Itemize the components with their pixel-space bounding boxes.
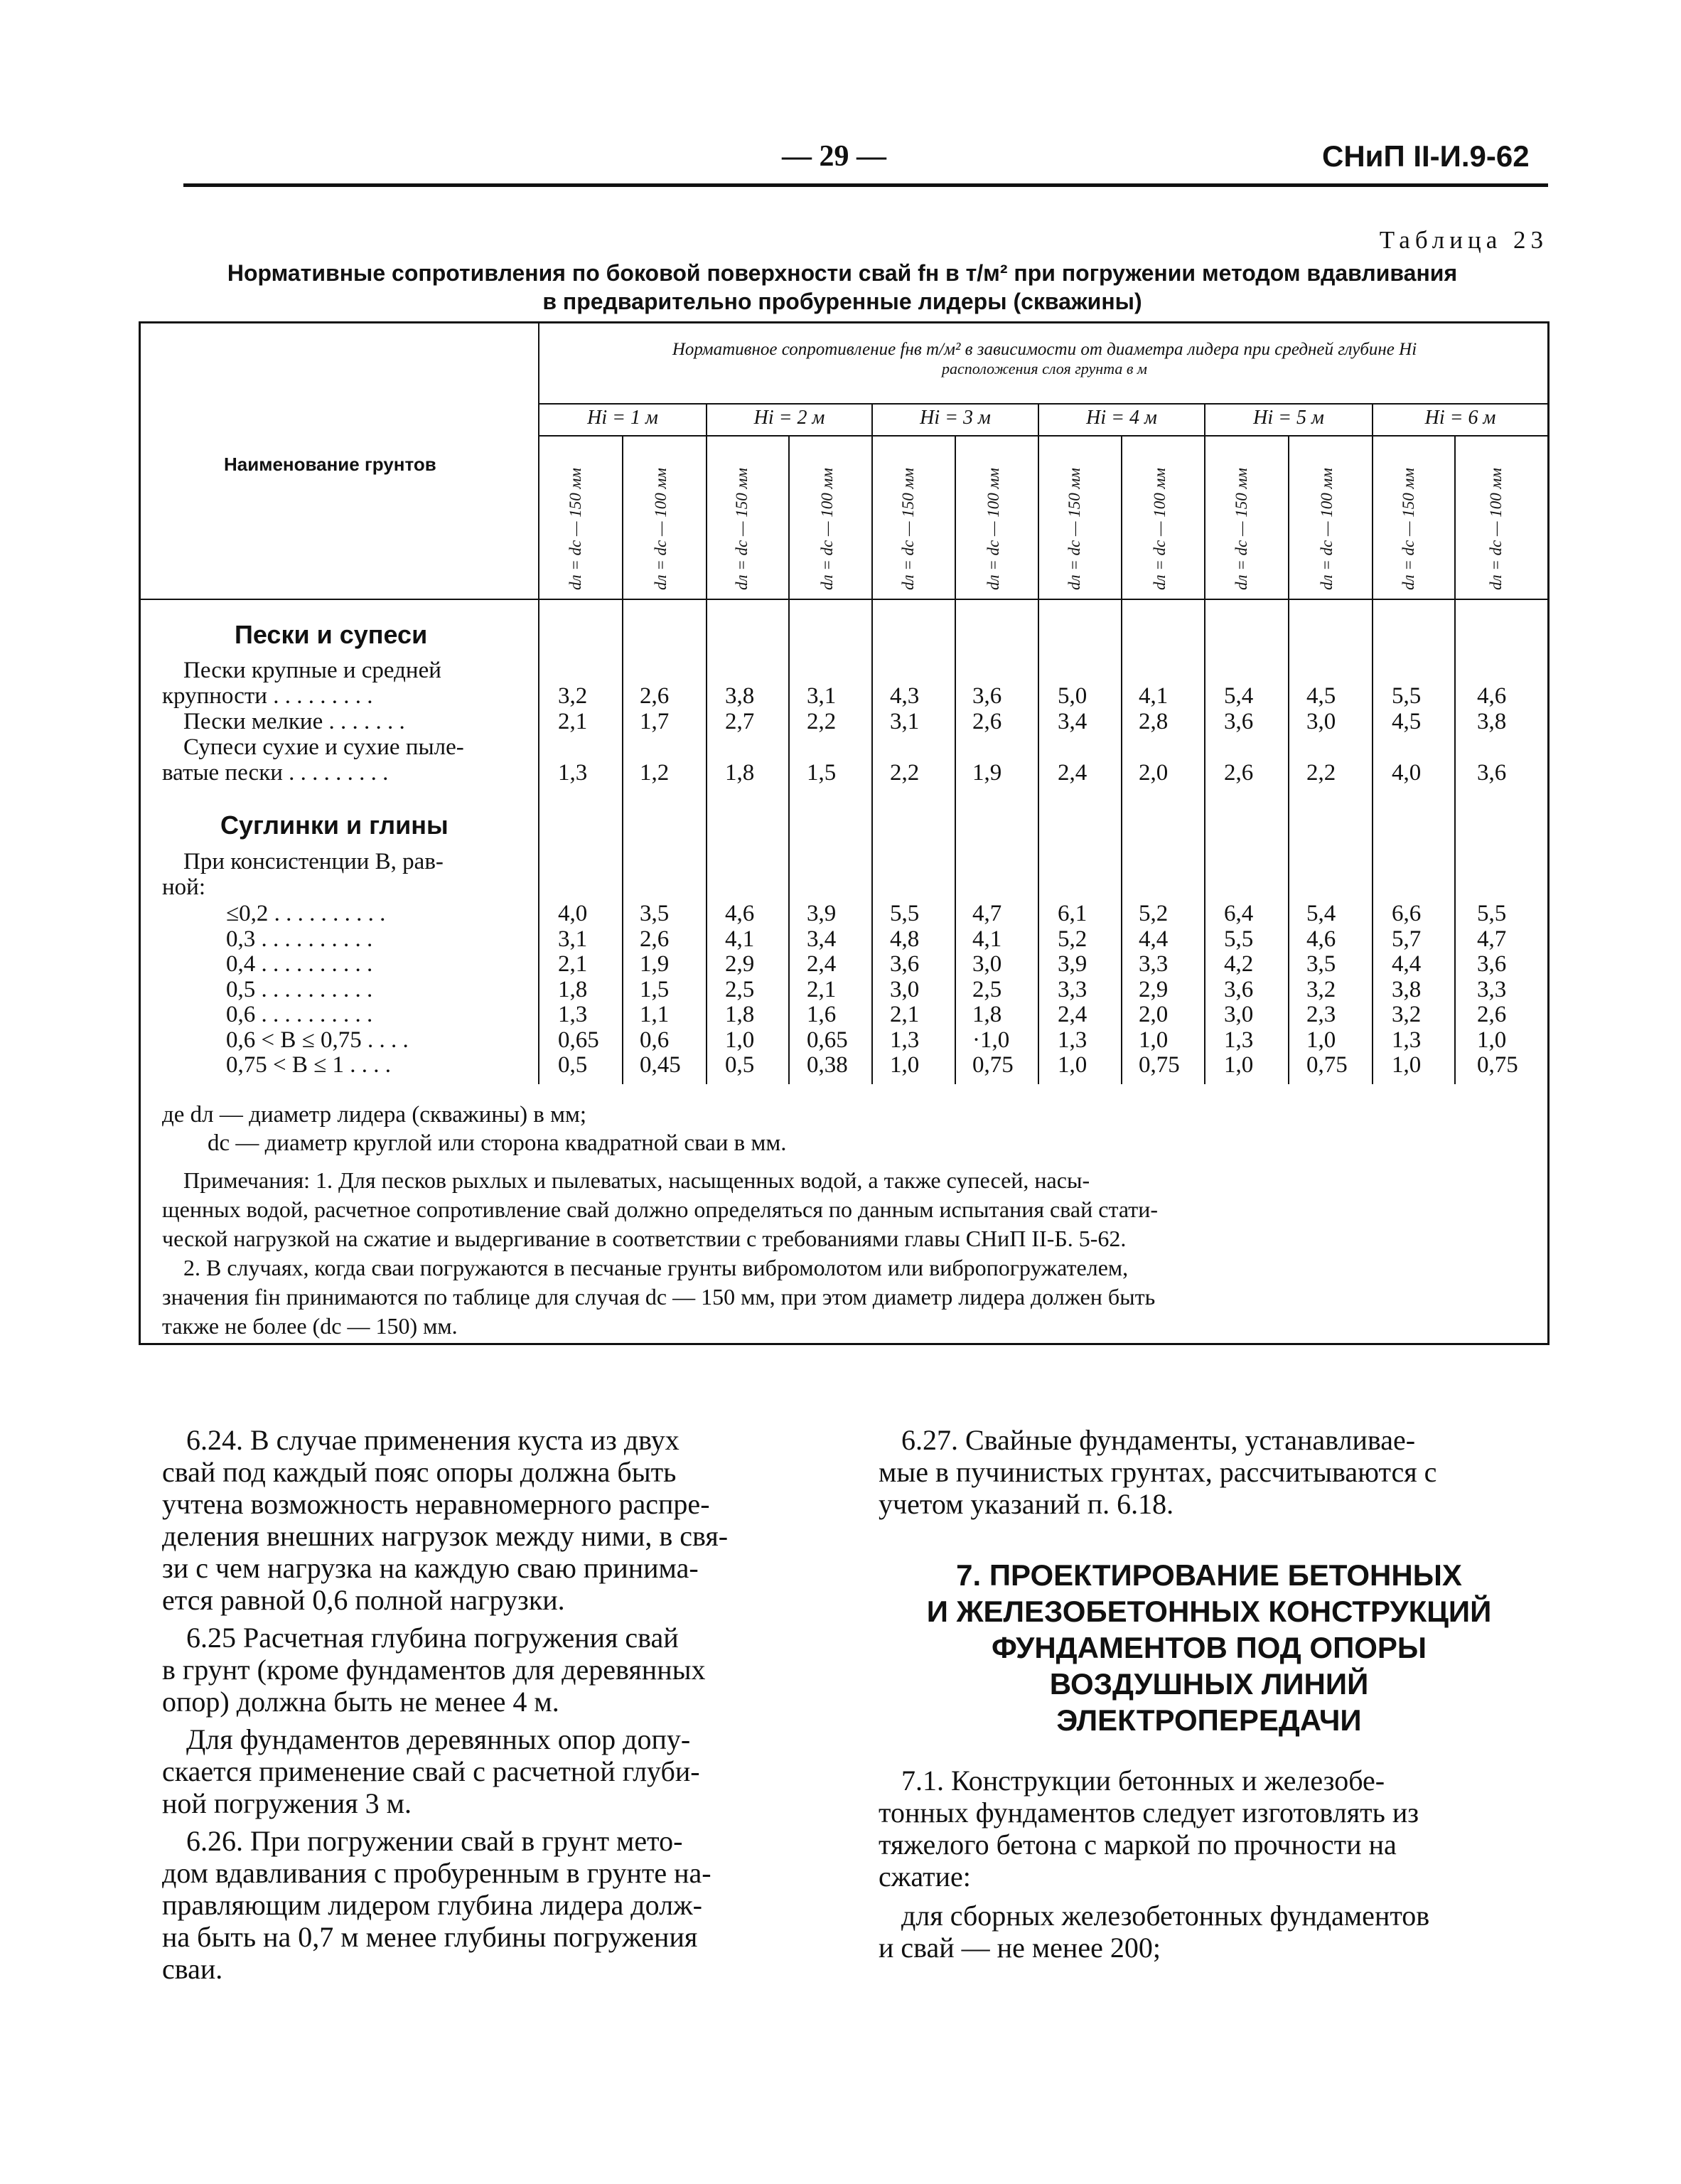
value-cell: 4,7: [972, 901, 1002, 926]
consistency-label: 0,6 . . . . . . . . . .: [226, 1002, 373, 1027]
value-cell: 1,8: [725, 1002, 755, 1027]
row-name: Пески мелкие . . . . . . .: [183, 709, 405, 734]
body-line: опор) должна быть не менее 4 м.: [162, 1686, 559, 1718]
group-divider-4: [1204, 403, 1205, 1084]
main-header-line1: Нормативное сопротивление fнв т/м² в зависимости от диаметра лидера при средней глубине Hi: [672, 340, 1417, 359]
value-cell: 1,8: [558, 976, 588, 1002]
sub-divider-2: [788, 435, 790, 1084]
value-cell: 4,7: [1477, 926, 1507, 952]
value-cell: 0,75: [1477, 1052, 1518, 1078]
subhdr-150-5: dл = dс — 150 мм: [1232, 468, 1250, 590]
value-cell: 1,2: [640, 760, 670, 786]
value-cell: 1,5: [807, 760, 837, 786]
value-cell: 2,7: [725, 709, 755, 734]
group-divider-3: [1038, 403, 1039, 1084]
value-cell: 2,0: [1139, 1002, 1169, 1027]
subhdr-150-6: dл = dс — 150 мм: [1400, 468, 1417, 590]
value-cell: 0,75: [1306, 1052, 1348, 1078]
value-cell: 3,3: [1058, 976, 1087, 1002]
value-cell: 2,5: [725, 976, 755, 1002]
value-cell: 3,2: [1392, 1002, 1422, 1027]
value-cell: 1,9: [972, 760, 1002, 786]
body-line: в грунт (кроме фундаментов для деревянных: [162, 1654, 706, 1686]
value-cell: 0,75: [972, 1052, 1014, 1078]
sub-divider-5: [1288, 435, 1289, 1084]
value-cell: 5,5: [1224, 926, 1254, 952]
value-cell: 2,9: [725, 951, 755, 977]
group-divider-2: [871, 403, 873, 1084]
main-header-line2: расположения слоя грунта в м: [942, 360, 1147, 378]
subhdr-100-1: dл = dс — 100 мм: [652, 468, 670, 590]
body-line: мые в пучинистых грунтах, рассчитываются с: [879, 1456, 1437, 1488]
body-line: тяжелого бетона с маркой по прочности на: [879, 1829, 1397, 1861]
value-cell: 4,4: [1139, 926, 1169, 952]
value-cell: 4,6: [725, 901, 755, 926]
value-cell: 3,5: [640, 901, 670, 926]
body-line: Для фундаментов деревянных опор допу-: [186, 1723, 691, 1755]
col-divider-name: [538, 323, 539, 1084]
depth-header-2: Hi = 2 м: [753, 407, 825, 429]
subhdr-100-4: dл = dс — 100 мм: [1151, 468, 1169, 590]
value-cell: 5,2: [1139, 901, 1169, 926]
value-cell: 3,2: [1306, 976, 1336, 1002]
value-cell: 0,6: [640, 1027, 670, 1053]
body-line: на быть на 0,7 м менее глубины погружения: [162, 1921, 698, 1953]
value-cell: 6,4: [1224, 901, 1254, 926]
value-cell: 0,65: [558, 1027, 599, 1053]
body-line: свай под каждый пояс опоры должна быть: [162, 1456, 677, 1488]
value-cell: 5,4: [1224, 683, 1254, 709]
note-line: Примечания: 1. Для песков рыхлых и пылеватых, насыщенных водой, а также супесей, насы-: [183, 1167, 1090, 1193]
body-line: зи с чем нагрузка на каждую сваю принима-: [162, 1552, 699, 1584]
legend-line-2: dс — диаметр круглой или сторона квадратной сваи в мм.: [208, 1130, 787, 1156]
value-cell: 3,8: [1477, 709, 1507, 734]
value-cell: 1,6: [807, 1002, 837, 1027]
value-cell: 0,65: [807, 1027, 848, 1053]
value-cell: 0,38: [807, 1052, 848, 1078]
group-divider-5: [1372, 403, 1373, 1084]
value-cell: 3,6: [1224, 709, 1254, 734]
value-cell: 5,5: [1477, 901, 1507, 926]
value-cell: 1,7: [640, 709, 670, 734]
table-title-line1: Нормативные сопротивления по боковой поверхности свай fн в т/м² при погружении методом вдавливания: [227, 260, 1458, 286]
value-cell: 5,4: [1306, 901, 1336, 926]
body-line: тонных фундаментов следует изготовлять из: [879, 1797, 1419, 1829]
value-cell: 1,0: [890, 1052, 920, 1078]
row-name: ватые пески . . . . . . . . .: [162, 760, 389, 786]
value-cell: 3,6: [1224, 976, 1254, 1002]
body-line: сваи.: [162, 1953, 223, 1985]
note-line: значения fiн принимаются по таблице для случая dс — 150 мм, при этом диаметр лидера должен быть: [162, 1284, 1156, 1310]
note-line: щенных водой, расчетное сопротивление свай должно определяться по данным испытания свай стати-: [162, 1197, 1158, 1222]
value-cell: 1,0: [1224, 1052, 1254, 1078]
value-cell: 3,0: [972, 951, 1002, 977]
row-name: Супеси сухие и сухие пыле-: [183, 734, 464, 760]
value-cell: 2,8: [1139, 709, 1169, 734]
subhdr-150-3: dл = dс — 150 мм: [899, 468, 917, 590]
value-cell: 4,1: [1139, 683, 1169, 709]
depth-header-4: Hi = 4 м: [1086, 407, 1157, 429]
value-cell: 2,2: [890, 760, 920, 786]
value-cell: 1,0: [1477, 1027, 1507, 1053]
value-cell: 1,9: [640, 951, 670, 977]
value-cell: 4,5: [1306, 683, 1336, 709]
value-cell: 2,2: [1306, 760, 1336, 786]
value-cell: 6,1: [1058, 901, 1087, 926]
value-cell: 0,5: [558, 1052, 588, 1078]
heading-line: 7. ПРОЕКТИРОВАНИЕ БЕТОННЫХ: [956, 1558, 1462, 1592]
body-line: 6.25 Расчетная глубина погружения свай: [186, 1622, 679, 1654]
value-cell: 2,0: [1139, 760, 1169, 786]
value-cell: 3,4: [1058, 709, 1087, 734]
value-cell: 1,3: [558, 1002, 588, 1027]
value-cell: 4,8: [890, 926, 920, 952]
body-line: 7.1. Конструкции бетонных и железобе-: [901, 1765, 1385, 1797]
body-line: и свай — не менее 200;: [879, 1932, 1161, 1964]
value-cell: 3,0: [1306, 709, 1336, 734]
sub-divider-3: [955, 435, 956, 1084]
value-cell: 2,1: [890, 1002, 920, 1027]
value-cell: 3,9: [807, 901, 837, 926]
value-cell: 3,2: [558, 683, 588, 709]
value-cell: 2,6: [972, 709, 1002, 734]
section-clays-intro: ной:: [162, 874, 205, 900]
consistency-label: ≤0,2 . . . . . . . . . .: [226, 901, 386, 926]
value-cell: 3,0: [1224, 1002, 1254, 1027]
value-cell: 4,3: [890, 683, 920, 709]
heading-line: ФУНДАМЕНТОВ ПОД ОПОРЫ: [991, 1631, 1427, 1664]
value-cell: 4,5: [1392, 709, 1422, 734]
page-number: — 29 —: [782, 140, 886, 173]
heading-line: И ЖЕЛЕЗОБЕТОННЫХ КОНСТРУКЦИЙ: [926, 1595, 1492, 1628]
value-cell: 1,8: [972, 1002, 1002, 1027]
value-cell: 1,3: [1058, 1027, 1087, 1053]
table-title-line2: в предварительно пробуренные лидеры (скважины): [542, 289, 1142, 314]
value-cell: 3,5: [1306, 951, 1336, 977]
value-cell: 2,4: [1058, 1002, 1087, 1027]
value-cell: 4,2: [1224, 951, 1254, 977]
subhdr-150-1: dл = dс — 150 мм: [566, 468, 584, 590]
body-line: сжатие:: [879, 1861, 971, 1893]
note-line: 2. В случаях, когда сваи погружаются в песчаные грунты вибромолотом или вибропогружателем,: [183, 1255, 1129, 1280]
value-cell: 5,7: [1392, 926, 1422, 952]
value-cell: 4,0: [1392, 760, 1422, 786]
value-cell: 1,0: [1306, 1027, 1336, 1053]
value-cell: 3,6: [972, 683, 1002, 709]
subhdr-100-3: dл = dс — 100 мм: [984, 468, 1002, 590]
value-cell: 5,5: [1392, 683, 1422, 709]
body-line: дом вдавливания с пробуренным в грунте на-: [162, 1857, 711, 1889]
value-cell: 1,5: [640, 976, 670, 1002]
subhdr-100-6: dл = dс — 100 мм: [1487, 468, 1505, 590]
value-cell: 2,3: [1306, 1002, 1336, 1027]
value-cell: 4,6: [1477, 683, 1507, 709]
value-cell: 2,2: [807, 709, 837, 734]
table-title: [142, 259, 1542, 316]
consistency-label: 0,5 . . . . . . . . . .: [226, 976, 373, 1002]
document-code: СНиП II-И.9-62: [1322, 139, 1530, 173]
depth-header-1: Hi = 1 м: [587, 407, 658, 429]
group-divider-1: [706, 403, 707, 1084]
sub-divider-6: [1454, 435, 1456, 1084]
value-cell: 2,6: [640, 683, 670, 709]
value-cell: 3,6: [1477, 760, 1507, 786]
subhdr-150-4: dл = dс — 150 мм: [1065, 468, 1083, 590]
value-cell: 5,5: [890, 901, 920, 926]
body-line: ной погружения 3 м.: [162, 1787, 412, 1819]
value-cell: 1,3: [1224, 1027, 1254, 1053]
sub-divider-4: [1121, 435, 1122, 1084]
value-cell: 5,0: [1058, 683, 1087, 709]
value-cell: 2,1: [558, 709, 588, 734]
row-name: Пески крупные и средней: [183, 658, 441, 683]
value-cell: 3,3: [1139, 951, 1169, 977]
value-cell: 1,3: [558, 760, 588, 786]
body-line: учетом указаний п. 6.18.: [879, 1488, 1174, 1520]
body-line: скается применение свай с расчетной глуби-: [162, 1755, 700, 1787]
value-cell: 3,4: [807, 926, 837, 952]
value-cell: 3,3: [1477, 976, 1507, 1002]
value-cell: 6,6: [1392, 901, 1422, 926]
consistency-label: 0,6 < B ≤ 0,75 . . . .: [226, 1027, 409, 1053]
value-cell: 1,0: [1058, 1052, 1087, 1078]
consistency-label: 0,75 < B ≤ 1 . . . .: [226, 1052, 391, 1078]
body-line: 6.27. Свайные фундаменты, устанавливае-: [901, 1424, 1416, 1456]
value-cell: 4,6: [1306, 926, 1336, 952]
value-cell: 0,75: [1139, 1052, 1180, 1078]
consistency-label: 0,3 . . . . . . . . . .: [226, 926, 373, 952]
value-cell: 1,0: [1392, 1052, 1422, 1078]
col-name-header: Наименование грунтов: [224, 454, 436, 475]
depth-header-3: Hi = 3 м: [920, 407, 991, 429]
value-cell: 2,6: [1224, 760, 1254, 786]
value-cell: 3,8: [725, 683, 755, 709]
value-cell: 3,8: [1392, 976, 1422, 1002]
value-cell: 2,9: [1139, 976, 1169, 1002]
value-cell: 1,0: [1139, 1027, 1169, 1053]
value-cell: 1,3: [1392, 1027, 1422, 1053]
body-line: деления внешних нагрузок между ними, в свя-: [162, 1520, 729, 1552]
value-cell: 2,4: [1058, 760, 1087, 786]
row-name: крупности . . . . . . . . .: [162, 683, 373, 709]
value-cell: 3,1: [807, 683, 837, 709]
value-cell: 3,9: [1058, 951, 1087, 977]
value-cell: 2,1: [558, 951, 588, 977]
header-rule: [183, 183, 1548, 187]
depth-header-6: Hi = 6 м: [1424, 407, 1496, 429]
value-cell: 1,1: [640, 1002, 670, 1027]
value-cell: 2,6: [1477, 1002, 1507, 1027]
consistency-label: 0,4 . . . . . . . . . .: [226, 951, 373, 977]
legend-line-1: де dл — диаметр лидера (скважины) в мм;: [162, 1102, 587, 1128]
section-sands-title: Пески и супеси: [235, 620, 428, 649]
value-cell: ·1,0: [972, 1027, 1010, 1053]
body-line: правляющим лидером глубина лидера долж-: [162, 1889, 702, 1921]
value-cell: 1,8: [725, 760, 755, 786]
body-line: 6.24. В случае применения куста из двух: [186, 1424, 680, 1456]
value-cell: 4,4: [1392, 951, 1422, 977]
subhdr-100-5: dл = dс — 100 мм: [1318, 468, 1336, 590]
value-cell: 3,6: [1477, 951, 1507, 977]
value-cell: 2,5: [972, 976, 1002, 1002]
body-line: ется равной 0,6 полной нагрузки.: [162, 1584, 565, 1616]
value-cell: 4,1: [972, 926, 1002, 952]
value-cell: 1,3: [890, 1027, 920, 1053]
value-cell: 2,1: [807, 976, 837, 1002]
body-line: 6.26. При погружении свай в грунт мето-: [186, 1825, 683, 1857]
value-cell: 5,2: [1058, 926, 1087, 952]
value-cell: 2,6: [640, 926, 670, 952]
consistency-labels: [226, 901, 409, 1078]
subhdr-150-2: dл = dс — 150 мм: [733, 468, 751, 590]
body-line: для сборных железобетонных фундаментов: [901, 1900, 1430, 1932]
value-cell: 3,6: [890, 951, 920, 977]
value-cell: 1,0: [725, 1027, 755, 1053]
value-cell: 2,4: [807, 951, 837, 977]
value-cell: 0,45: [640, 1052, 681, 1078]
section-clays-intro: При консистенции B, рав-: [183, 849, 444, 874]
heading-line: ЭЛЕКТРОПЕРЕДАЧИ: [1056, 1703, 1362, 1737]
subhdr-100-2: dл = dс — 100 мм: [818, 468, 836, 590]
table-label: Таблица 23: [1379, 226, 1548, 254]
value-cell: 4,1: [725, 926, 755, 952]
note-line: также не более (dс — 150) мм.: [162, 1313, 458, 1339]
value-cell: 3,1: [558, 926, 588, 952]
main-header: [542, 340, 1547, 378]
depth-header-5: Hi = 5 м: [1253, 407, 1324, 429]
value-cell: 3,1: [890, 709, 920, 734]
hdr-line-1: [538, 403, 1547, 405]
value-cell: 3,0: [890, 976, 920, 1002]
note-line: ческой нагрузкой на сжатие и выдергивание в соответствии с требованиями главы СНиП II-Б. 5-62.: [162, 1226, 1127, 1251]
body-line: учтена возможность неравномерного распре-: [162, 1488, 710, 1520]
value-cell: 4,0: [558, 901, 588, 926]
heading-line: ВОЗДУШНЫХ ЛИНИЙ: [1049, 1667, 1369, 1701]
section-clays-title: Суглинки и глины: [220, 810, 449, 840]
value-cell: 0,5: [725, 1052, 755, 1078]
hdr-line-bottom: [141, 599, 1547, 600]
hdr-line-2: [538, 435, 1547, 437]
sub-divider-1: [622, 435, 623, 1084]
